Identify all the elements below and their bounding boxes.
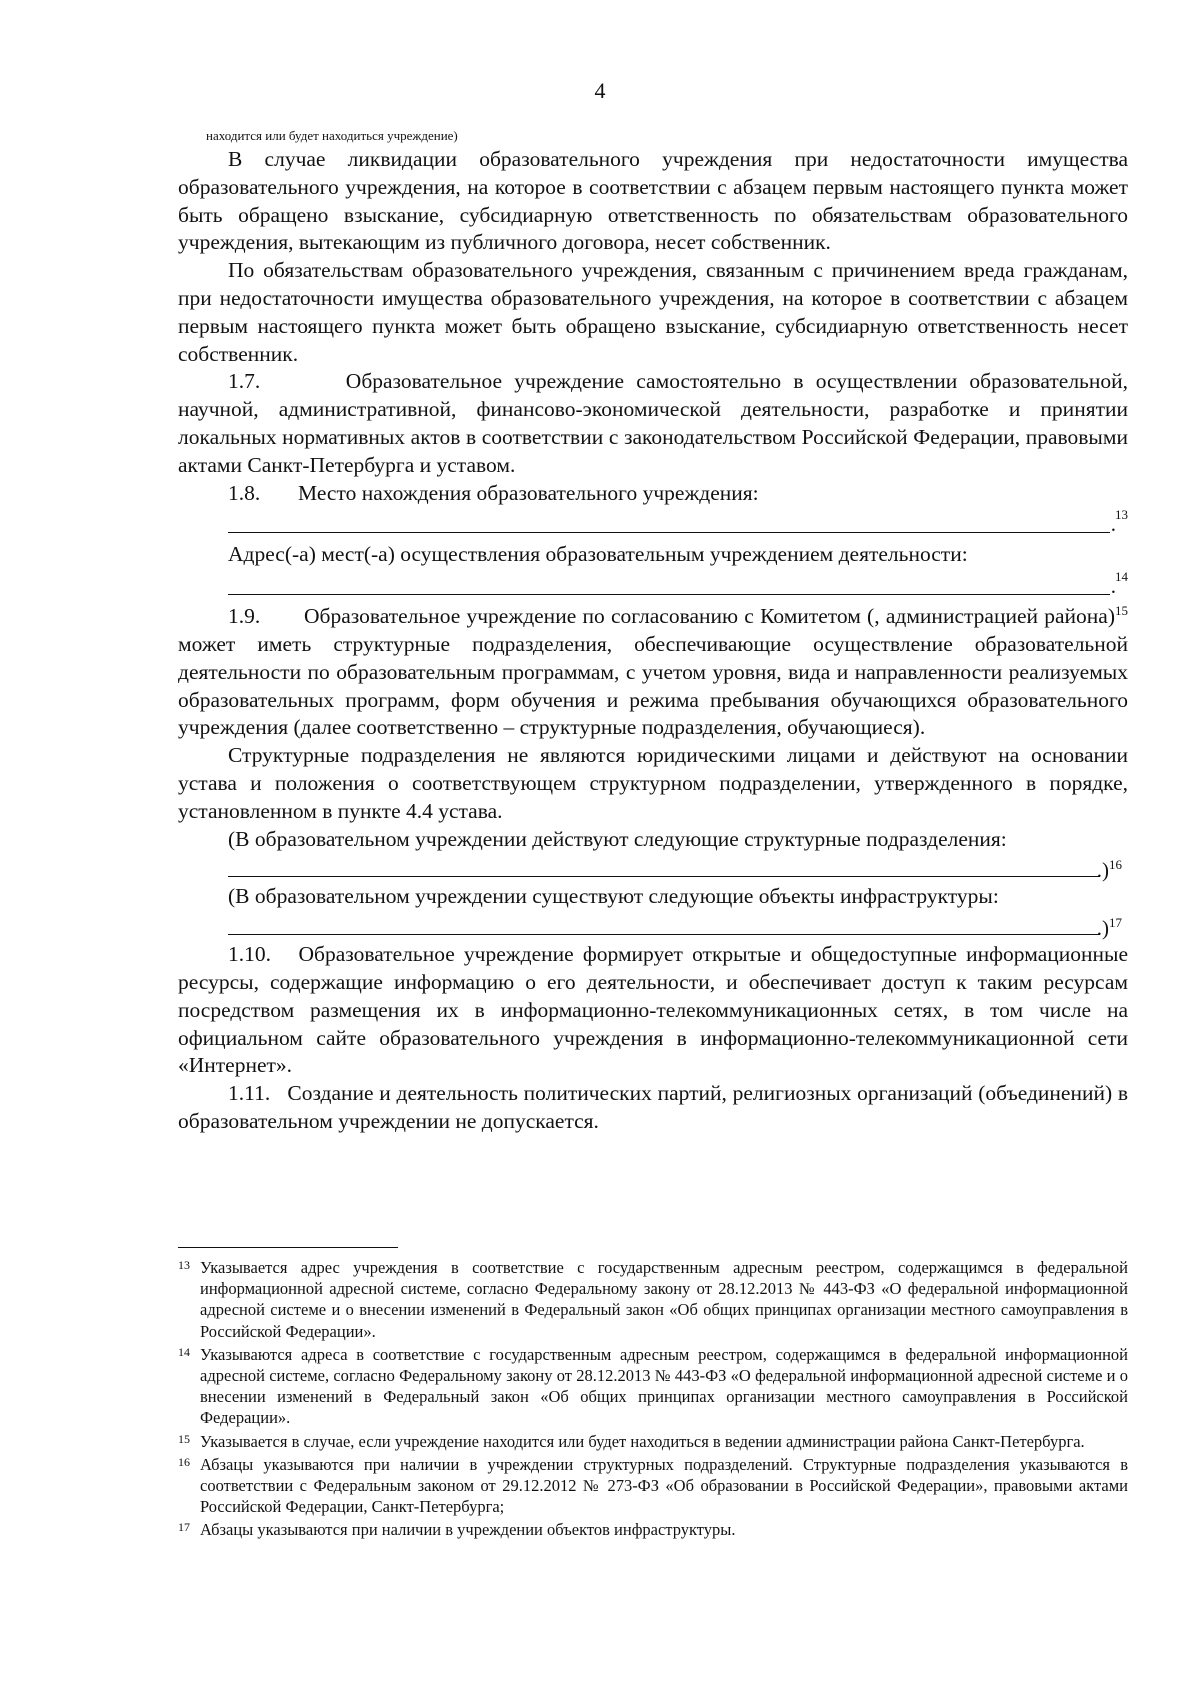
- clause-number: 1.10.: [228, 942, 271, 967]
- footnote-ref-15: 15: [1115, 603, 1129, 618]
- clause-number: 1.11.: [228, 1081, 271, 1106]
- footnote-ref-17: 17: [1109, 915, 1122, 931]
- structural-units-list-intro: (В образовательном учреждении действуют следующие структурные подразделения:: [228, 826, 1007, 851]
- infrastructure-list-intro: (В образовательном учреждении существуют следующие объекты инфраструктуры:: [228, 884, 999, 909]
- line-end-dot: .: [1110, 512, 1116, 537]
- blank-line: [228, 934, 1100, 935]
- clause-number: 1.7.: [228, 369, 261, 394]
- footnote: [178, 1257, 1128, 1342]
- footnotes: [178, 1257, 1128, 1543]
- footnote-text: Абзацы указываются при наличии в учреждении структурных подразделений. Структурные подразделения указываются в соответствии с Федеральным законом от 29.12.2012 № 273-ФЗ «Об образовании в Российской Федерации», правовыми актами Российской Федерации, Санкт-Петербурга;: [200, 1454, 1128, 1517]
- footnote: [178, 1344, 1128, 1429]
- blank-line: [228, 532, 1110, 533]
- footnote: [178, 1519, 1128, 1540]
- address-paragraph: Адрес(-а) мест(-а) осуществления образовательным учреждением деятельности:: [228, 542, 968, 567]
- clause-text-b: может иметь структурные подразделения, обеспечивающие осуществление образовательной деятельности по образовательным программам, с учетом уровня, вида и направленности реализуемых образовательных программ, форм обучения и режима пребывания обучающихся образовательного учреждения (далее соответственно – структурные подразделения, обучающиеся).: [178, 631, 1128, 740]
- footnote-text: Указываются адреса в соответствие с государственным адресным реестром, содержащимся в федеральной информационной адресной системе, согласно Федеральному закону от 28.12.2013 № 443-ФЗ «О федеральной информационной адресной системе и о внесении изменений в Федеральный закон «Об общих принципах организации местного самоуправления в Российской Федерации».: [200, 1344, 1128, 1428]
- footnote-ref-16: 16: [1109, 857, 1122, 873]
- footnote-ref-13: 13: [1115, 507, 1128, 523]
- footnote-text: Абзацы указываются при наличии в учреждении объектов инфраструктуры.: [200, 1520, 736, 1540]
- line-end: [1097, 857, 1122, 883]
- address-fill-line: [178, 569, 1128, 603]
- clause-1-8: [178, 480, 1128, 508]
- paragraph-liquidation: В случае ликвидации образовательного учреждения при недостаточности имущества образовательного учреждения, на которое в соответствии с абзацем первым настоящего пункта может быть обращено взыскание, субсидиарную ответственность по обязательствам образовательного учреждения, вытекающим из публичного договора, несет собственник.: [178, 147, 1128, 255]
- location-fill-line: [178, 507, 1128, 541]
- clause-text: Создание и деятельность политических партий, религиозных организаций (объединений) в образовательном учреждении не допускается.: [178, 1081, 1128, 1133]
- paragraph-harm-liability: По обязательствам образовательного учреждения, связанным с причинением вреда гражданам, при недостаточности имущества образовательного учреждения, на которое в соответствии с абзацем первым настоящего пункта может быть обращено взыскание, субсидиарную ответственность несет собственник.: [178, 258, 1128, 366]
- clause-number: 1.8.: [228, 480, 261, 505]
- footnote-ref-14: 14: [1115, 569, 1128, 585]
- clause-1-10: [178, 941, 1128, 1080]
- structural-units-paragraph: Структурные подразделения не являются юридическими лицами и действуют на основании устава и положения о соответствующем структурном подразделении, утвержденного в порядке, установленном в пункте 4.4 устава.: [178, 743, 1128, 823]
- structural-units-fill-line: [178, 853, 1128, 883]
- page-number: 4: [594, 78, 606, 103]
- footnote-number: 13: [178, 1258, 190, 1272]
- footnote-number: 14: [178, 1344, 190, 1359]
- footnote-text: Указывается в случае, если учреждение находится или будет находиться в ведении администрации района Санкт-Петербурга.: [200, 1431, 1085, 1451]
- line-end: [1097, 915, 1122, 941]
- infrastructure-fill-line: [178, 911, 1128, 941]
- clause-text: Образовательное учреждение самостоятельно в осуществлении образовательной, научной, административной, финансово-экономической деятельности, разработке и принятии локальных нормативных актов в соответствии с законодательством Российской Федерации, правовыми актами Санкт-Петербурга и уставом.: [178, 369, 1128, 477]
- clause-text-a: Образовательное учреждение по согласованию с Комитетом (, администрацией района): [303, 604, 1116, 629]
- blank-line: [228, 594, 1110, 595]
- clause-text: Образовательное учреждение формирует открытые и общедоступные информационные ресурсы, содержащие информацию о его деятельности, и обеспечивает доступ к таким ресурсам посредством размещения их в информационно-телекоммуникационных сетях, в том числе на официальном сайте образовательного учреждения в информационно-телекоммуникационной сети «Интернет».: [178, 942, 1128, 1078]
- clause-1-7: [178, 368, 1128, 479]
- footnote-number: 17: [178, 1520, 190, 1535]
- line-end-dot: .: [1110, 574, 1116, 599]
- line-end-text: .): [1096, 916, 1109, 941]
- top-note: находится или будет находиться учреждение): [206, 128, 458, 143]
- footnote: [178, 1454, 1128, 1518]
- footnote-separator: [178, 1247, 398, 1248]
- blank-line: [228, 876, 1100, 877]
- footnote-text: Указывается адрес учреждения в соответствие с государственным адресным реестром, содержащимся в федеральной информационной адресной системе, согласно Федеральному закону от 28.12.2013 № 443-ФЗ «О федеральной информационной адресной системе и о внесении изменений в Федеральный закон «Об общих принципах организации местного самоуправления в Российской Федерации».: [200, 1258, 1128, 1341]
- footnote-number: 16: [178, 1454, 190, 1469]
- footnote-number: 15: [178, 1431, 190, 1446]
- document-body: [178, 128, 1128, 1136]
- line-end-text: .): [1096, 858, 1109, 883]
- footnote: [178, 1431, 1128, 1452]
- clause-1-11: [178, 1080, 1128, 1136]
- clause-1-9: [178, 603, 1128, 742]
- clause-text: Место нахождения образовательного учреждения:: [298, 480, 759, 505]
- clause-number: 1.9.: [228, 604, 261, 629]
